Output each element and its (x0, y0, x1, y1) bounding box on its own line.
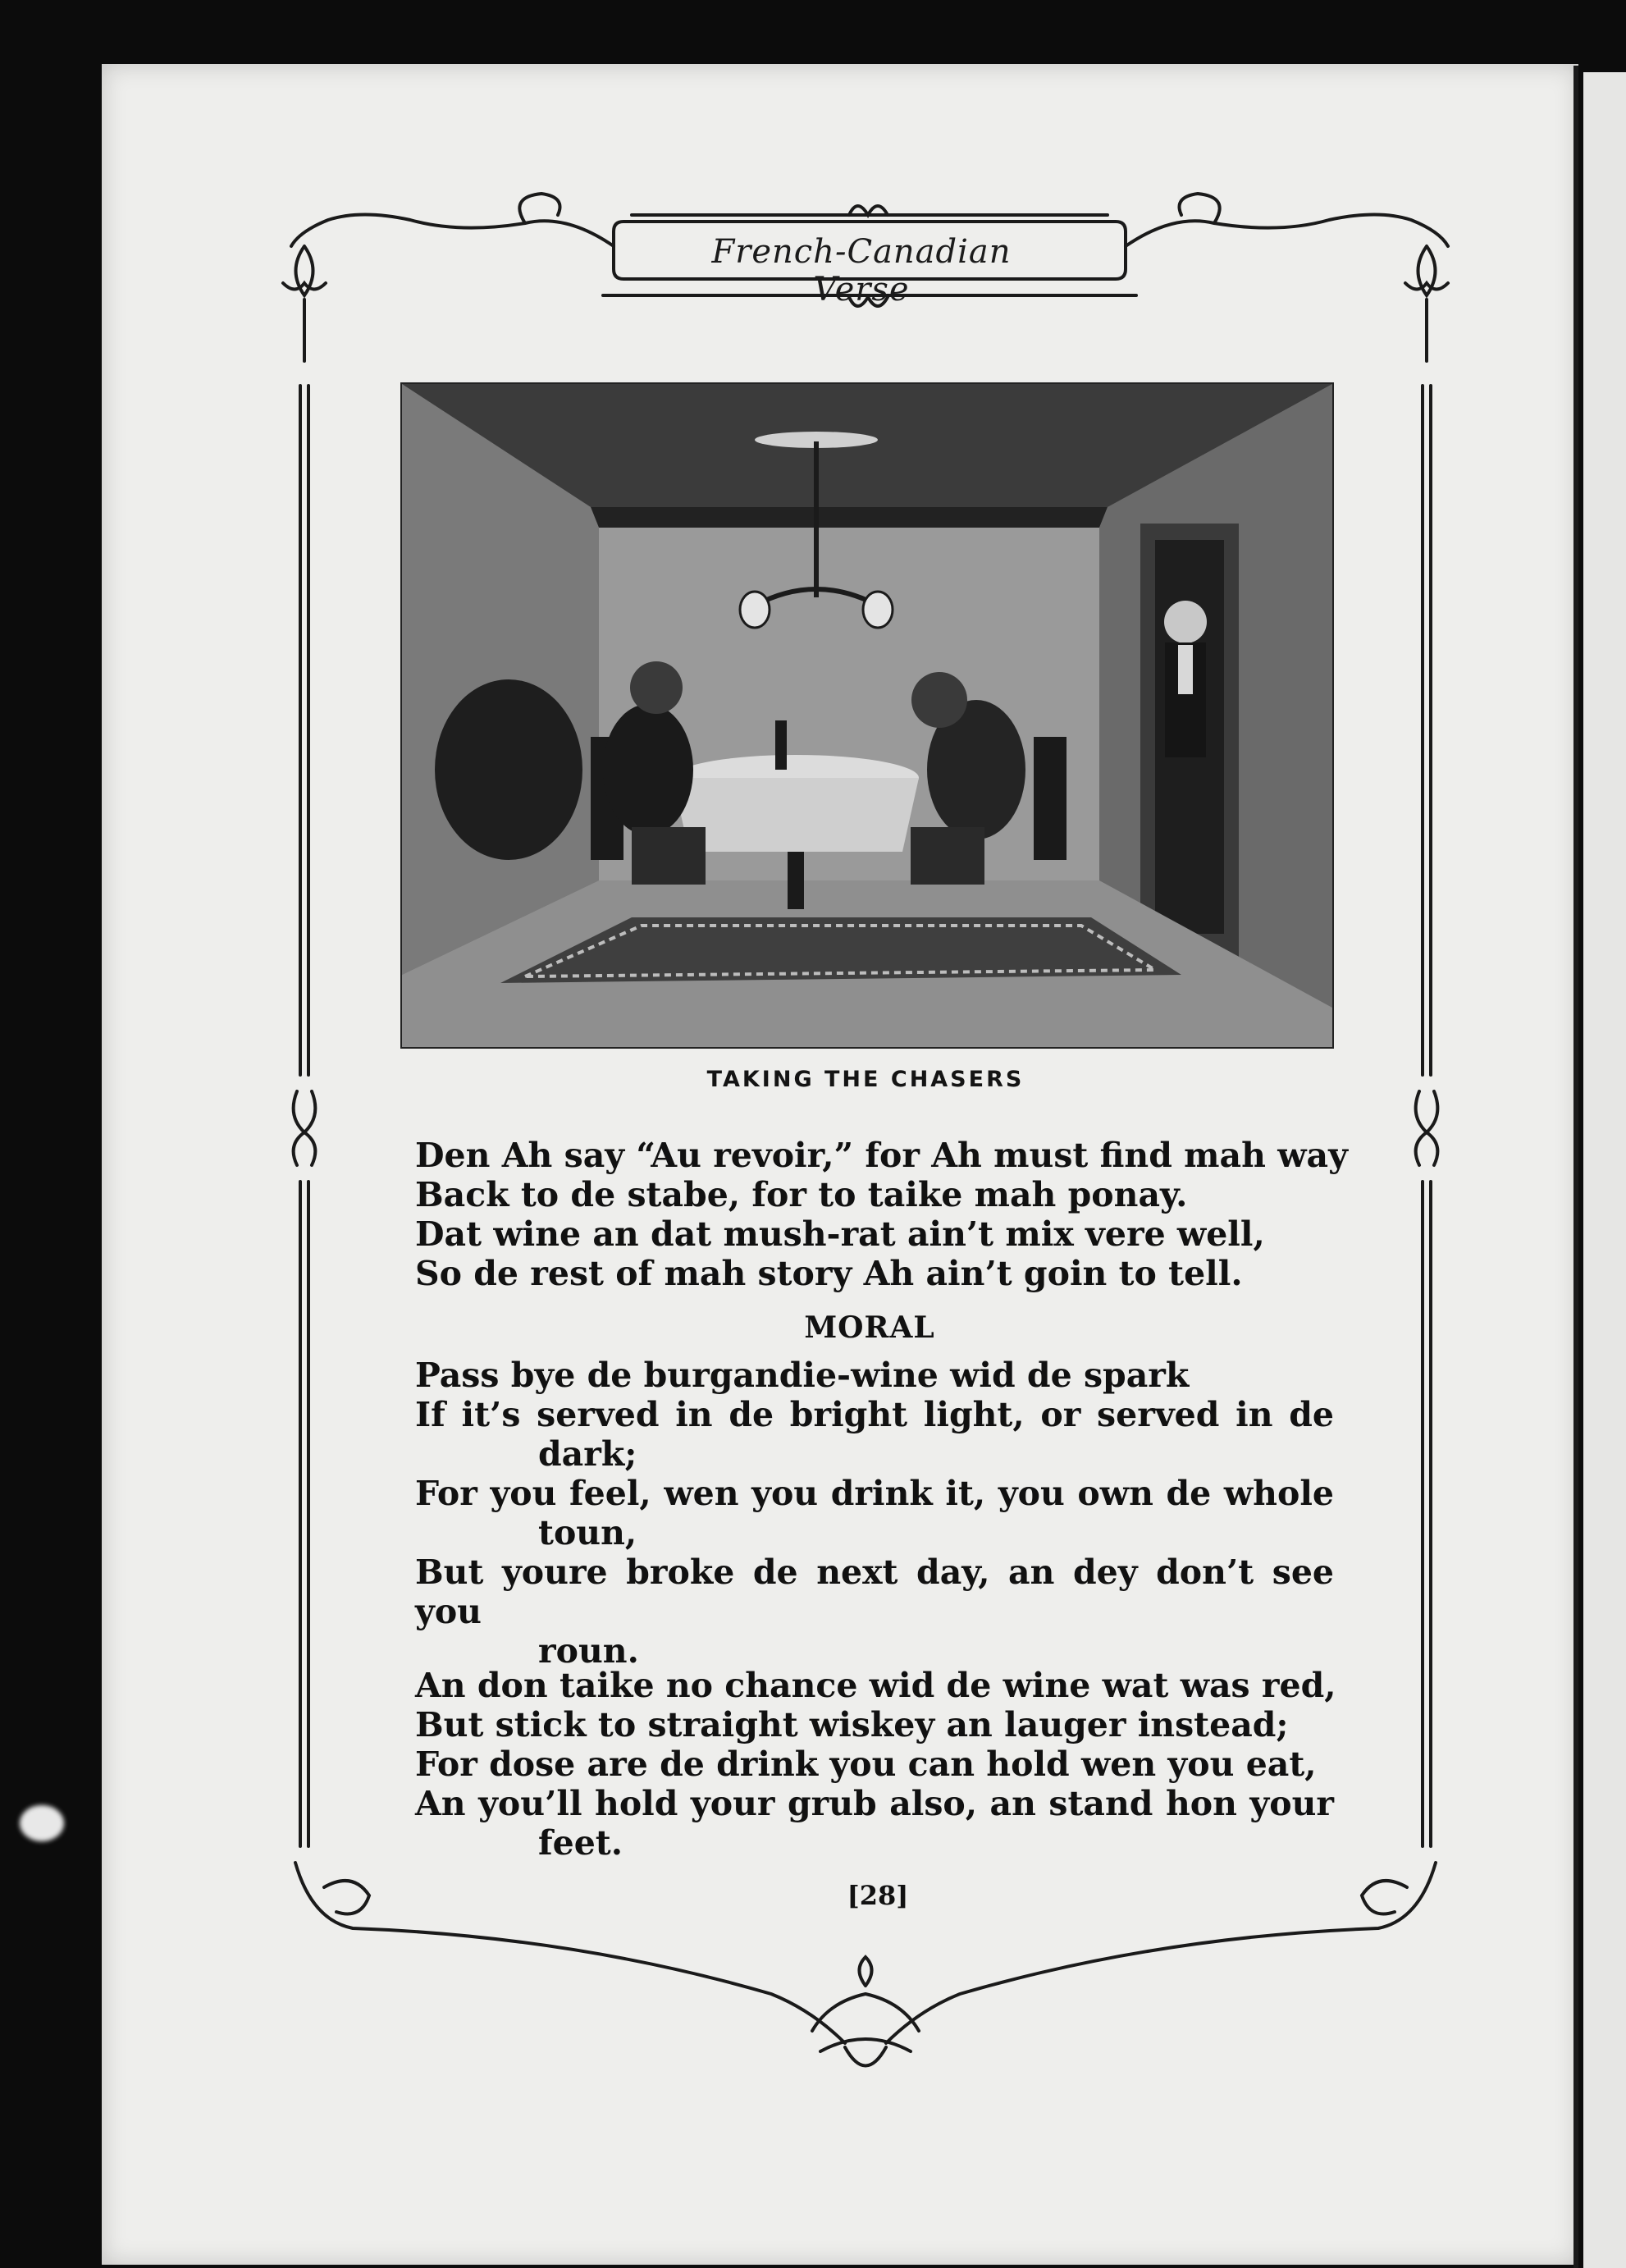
verse-line-continuation: feet. (538, 1823, 623, 1863)
running-title: French-Canadian Verse (711, 233, 1012, 309)
illustration-caption: TAKING THE CHASERS (706, 1067, 1025, 1092)
verse-line: An you’ll hold your grub also, an stand hon your (415, 1784, 1334, 1823)
verse-line: For dose are de drink you can hold wen you eat, (415, 1744, 1317, 1784)
moral-stanza (415, 1356, 1334, 1671)
verse-line: But stick to straight wiskey an lauger instead; (415, 1705, 1289, 1744)
verse-line: Pass bye de burgandie-wine wid de spark (415, 1356, 1190, 1395)
verse-line: Dat wine an dat mush-rat ain’t mix vere well, (415, 1214, 1265, 1254)
verse-line-continuation: toun, (538, 1513, 637, 1552)
verse-line: Back to de stabe, for to taike mah ponay. (415, 1175, 1188, 1214)
dining-room-illustration (400, 382, 1334, 1049)
page-number: [28] (847, 1880, 909, 1911)
verse-line-continuation: roun. (538, 1631, 639, 1671)
stanza-3 (415, 1666, 1334, 1863)
verse-line: But youre broke de next day, an dey don’t see you (415, 1552, 1334, 1631)
verse-line: If it’s served in de bright light, or served in de (415, 1395, 1334, 1434)
moral-heading: MORAL (804, 1310, 935, 1345)
verse-line: An don taike no chance wid de wine wat was red, (415, 1666, 1336, 1705)
verse-line-continuation: dark; (538, 1434, 637, 1474)
verse-line: Den Ah say “Au revoir,” for Ah must find mah way (415, 1136, 1348, 1175)
stanza-1 (415, 1136, 1348, 1293)
verse-line: For you feel, wen you drink it, you own de whole (415, 1474, 1334, 1513)
verse-line: So de rest of mah story Ah ain’t goin to tell. (415, 1254, 1243, 1293)
